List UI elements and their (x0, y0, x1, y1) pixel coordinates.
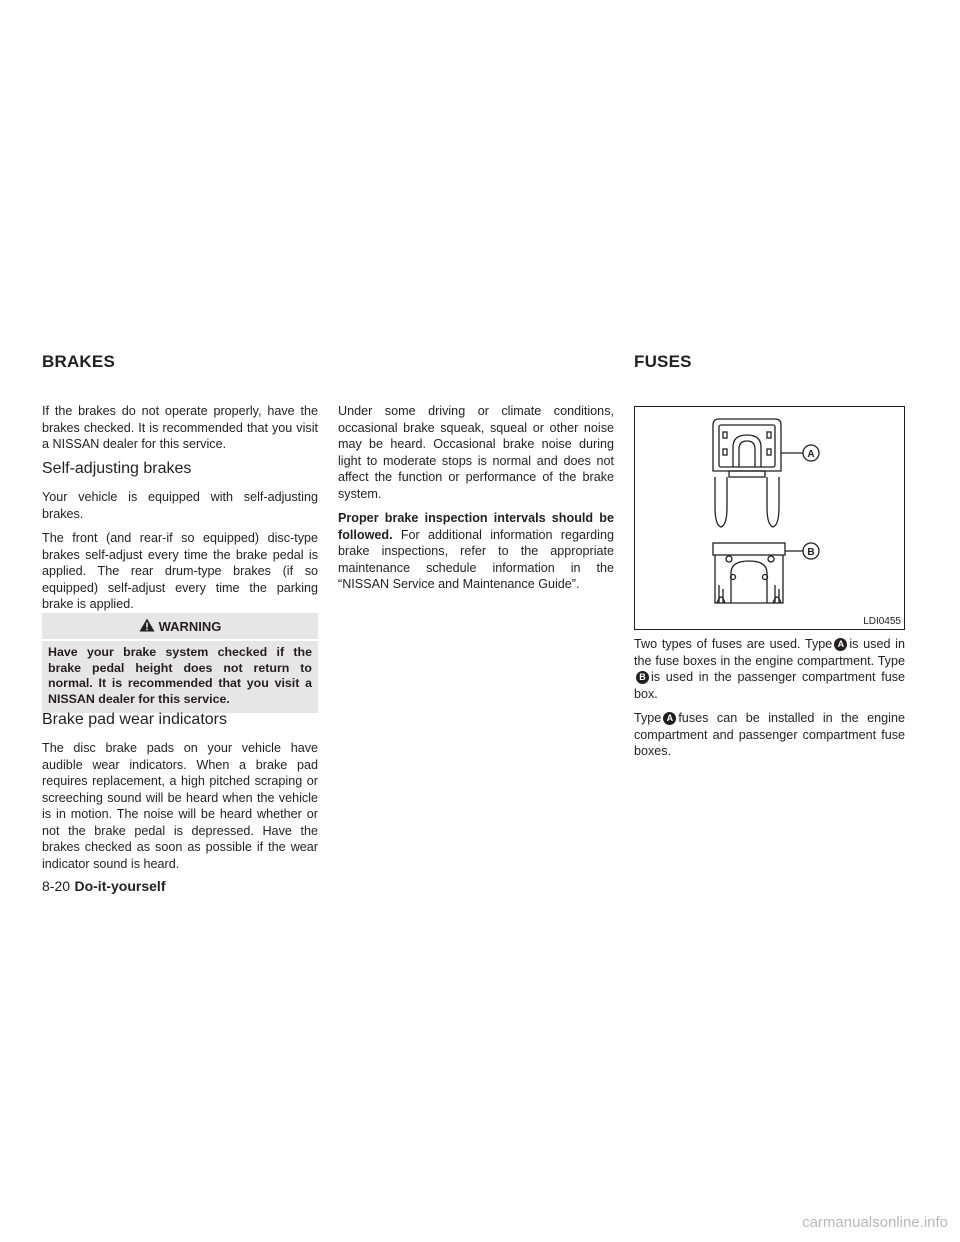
chapter-title: Do-it-yourself (74, 878, 166, 894)
fuses-p1 (634, 636, 905, 702)
pad-wear-heading: Brake pad wear indicators (42, 711, 227, 728)
fuses-p2-part2: fuses can be installed in the engine compartment and passenger compartment fuse boxes. (634, 711, 905, 758)
fuses-p1-part2: is used in the fuse boxes in the engine compartment. Type (634, 637, 905, 668)
warning-text: Have your brake system checked if the brake pedal height does not return to normal. It is recommended that you visit a NISSAN dealer for this service. (48, 645, 312, 706)
self-adjusting-p2: The front (and rear-if so equipped) disc-type brakes self-adjust every time the brake pedal is applied. The rear drum-type brakes (if so equipped) self-adjust every time the parking brake is applied. (42, 531, 318, 611)
fuse-figure (634, 406, 905, 630)
pad-wear-body (42, 740, 318, 880)
self-adjusting-body (42, 489, 318, 621)
fuses-heading: FUSES (634, 352, 692, 371)
watermark: carmanualsonline.info (802, 1214, 948, 1231)
warning-triangle-icon (139, 618, 155, 635)
figure-label-a: A (807, 449, 815, 460)
fuse-illustration (635, 407, 904, 629)
callout-a-icon: A (663, 712, 676, 725)
callout-a-icon: A (834, 638, 847, 651)
fuses-p2-part1: Type (634, 711, 662, 725)
fuses-p1-part1: Two types of fuses are used. Type (634, 637, 833, 651)
brake-noise-text: Under some driving or climate conditions, occasional brake squeak, squeal or other noise may be heard. Occasional brake noise during light to moderate stops is normal and does not affect the function or performance of the brake system. (338, 404, 614, 501)
page-number: 8-20 (42, 878, 71, 894)
inspection-text: For additional information regarding brake inspections, refer to the appropriate maintenance schedule information in the “NISSAN Service and Maintenance Guide”. (338, 527, 614, 591)
figure-label-b: B (807, 547, 815, 558)
fuses-body (634, 636, 905, 768)
inspection-lead: Proper brake inspection intervals should be followed. (338, 511, 614, 542)
page-footer (42, 878, 165, 896)
inspection-paragraph (338, 510, 614, 593)
self-adjusting-heading: Self-adjusting brakes (42, 460, 192, 477)
warning-box (42, 613, 318, 713)
fuses-p2 (634, 710, 905, 760)
brakes-heading: BRAKES (42, 352, 115, 371)
brakes-column-1 (42, 403, 318, 461)
warning-title: WARNING (158, 619, 222, 634)
brakes-intro: If the brakes do not operate properly, have the brakes checked. It is recommended that you visit a NISSAN dealer for this service. (42, 404, 318, 451)
pad-wear-text: The disc brake pads on your vehicle have audible wear indicators. When a brake pad requires replacement, a high pitched scraping or screeching sound will be heard when the vehicle is in motion. The noise will be heard whether or not the brake pedal is depressed. Have the brakes checked as soon as possible if the wear indicator sound is heard. (42, 741, 318, 871)
callout-b-icon: B (636, 671, 649, 684)
warning-title-row (42, 613, 318, 639)
self-adjusting-p1: Your vehicle is equipped with self-adjusting brakes. (42, 490, 318, 521)
fuses-p1-part3: is used in the passenger compartment fuse box. (634, 670, 905, 701)
figure-code: LDI0455 (863, 616, 901, 627)
brakes-column-2 (338, 403, 614, 601)
